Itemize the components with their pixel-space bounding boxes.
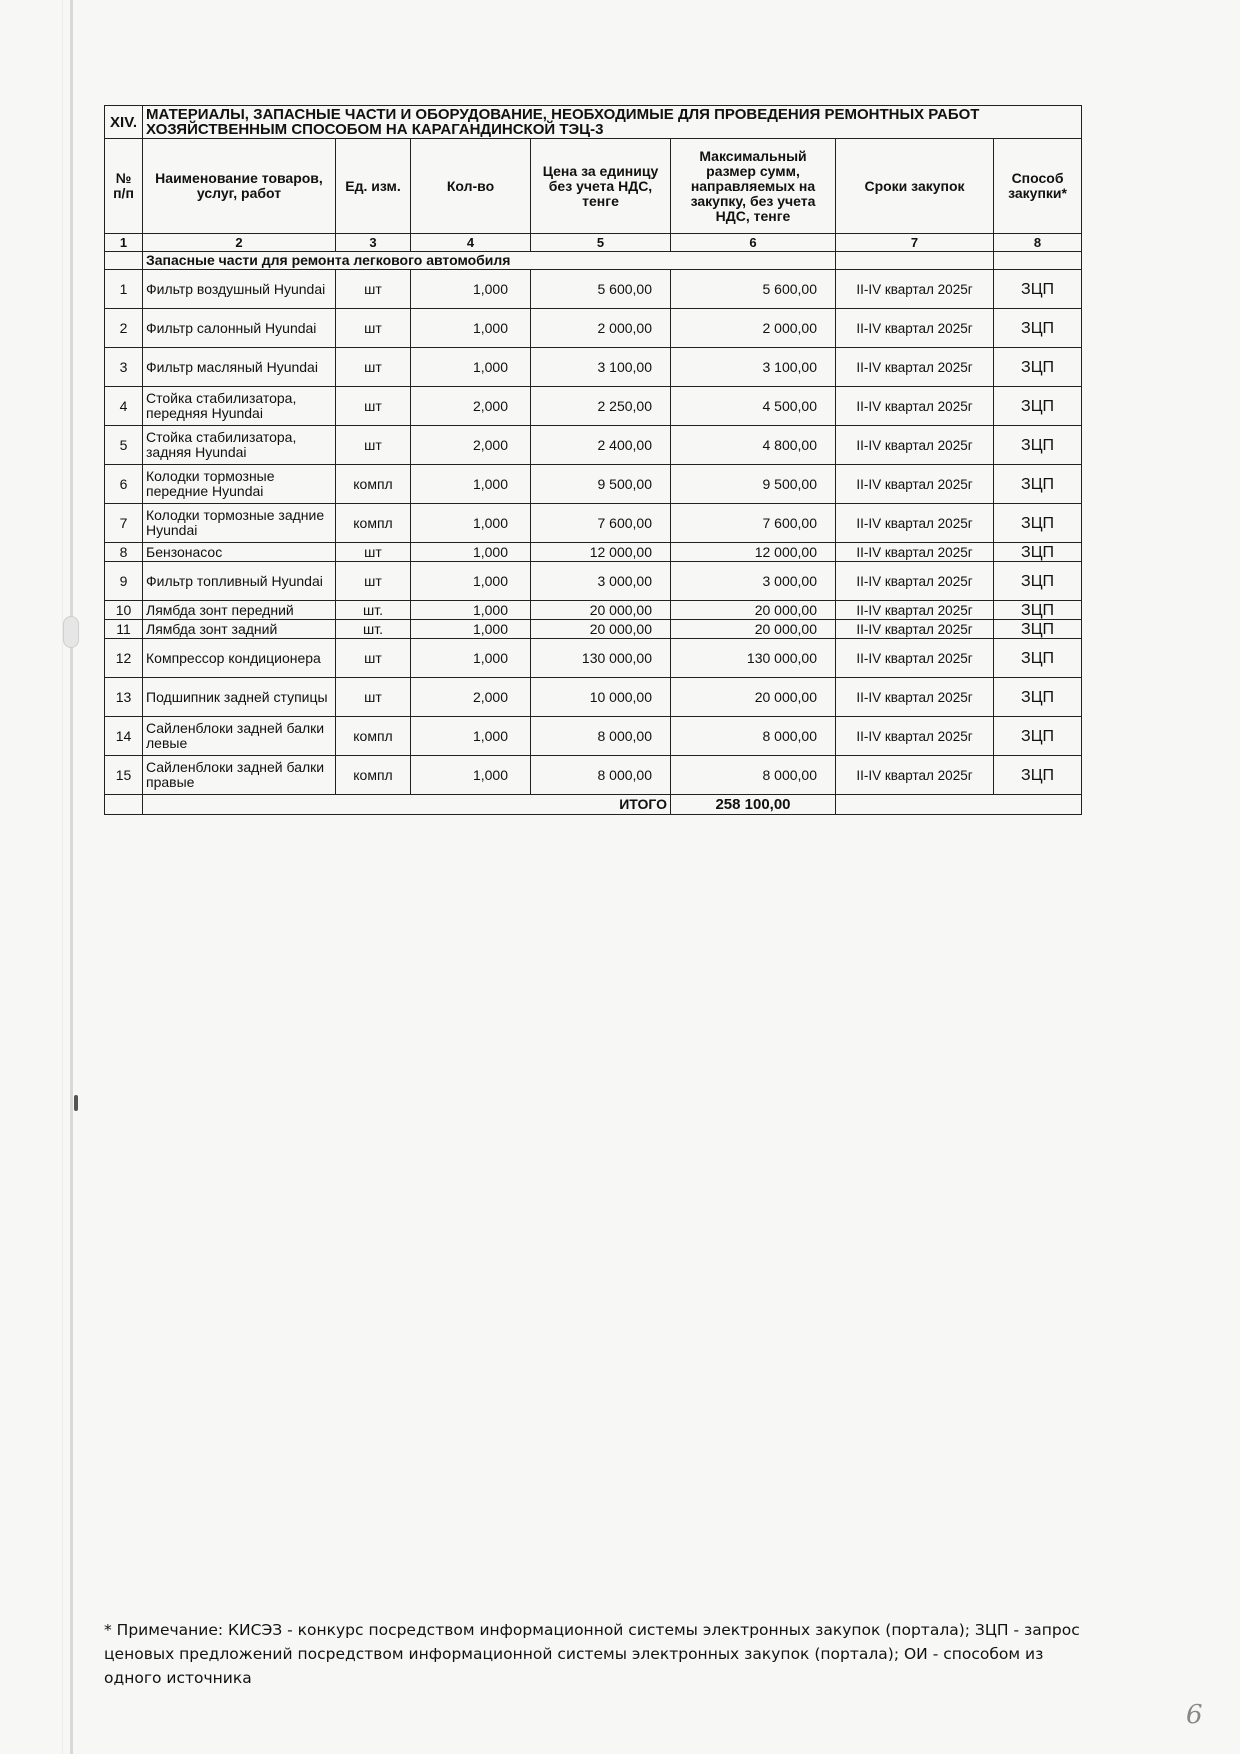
item-quantity: 1,000 — [411, 309, 531, 348]
table-row — [105, 756, 1082, 795]
punch-mark — [74, 1095, 78, 1111]
item-unit: шт — [336, 348, 411, 387]
item-unit: шт — [336, 639, 411, 678]
item-method: ЗЦП — [994, 601, 1082, 620]
punch-hole — [63, 616, 79, 648]
column-number-row — [105, 234, 1082, 252]
item-unit: шт — [336, 426, 411, 465]
table-row — [105, 465, 1082, 504]
row-number: 5 — [105, 426, 143, 465]
table-row — [105, 717, 1082, 756]
item-method: ЗЦП — [994, 543, 1082, 562]
section-header-row — [105, 106, 1082, 139]
item-sum: 20 000,00 — [671, 678, 836, 717]
item-period: II-IV квартал 2025г — [836, 678, 994, 717]
header-unit: Ед. изм. — [336, 139, 411, 234]
item-unit-price: 20 000,00 — [531, 620, 671, 639]
table-row — [105, 620, 1082, 639]
item-sum: 4 800,00 — [671, 426, 836, 465]
table-row — [105, 562, 1082, 601]
item-period: II-IV квартал 2025г — [836, 309, 994, 348]
item-unit-price: 9 500,00 — [531, 465, 671, 504]
item-quantity: 1,000 — [411, 639, 531, 678]
item-unit-price: 10 000,00 — [531, 678, 671, 717]
item-unit: шт — [336, 678, 411, 717]
item-method: ЗЦП — [994, 756, 1082, 795]
item-method: ЗЦП — [994, 270, 1082, 309]
row-number: 9 — [105, 562, 143, 601]
total-row — [105, 795, 1082, 815]
item-quantity: 1,000 — [411, 348, 531, 387]
row-number: 6 — [105, 465, 143, 504]
row-number: 12 — [105, 639, 143, 678]
row-number: 14 — [105, 717, 143, 756]
row-number: 7 — [105, 504, 143, 543]
header-sum: Максимальный размер сумм, направляемых на закупку, без учета НДС, тенге — [671, 139, 836, 234]
item-name: Колодки тормозные задние Hyundai — [143, 504, 336, 543]
item-period: II-IV квартал 2025г — [836, 426, 994, 465]
item-unit: компл — [336, 756, 411, 795]
item-unit-price: 8 000,00 — [531, 717, 671, 756]
row-number: 2 — [105, 309, 143, 348]
item-quantity: 2,000 — [411, 678, 531, 717]
item-unit-price: 8 000,00 — [531, 756, 671, 795]
item-unit: шт — [336, 543, 411, 562]
item-period: II-IV квартал 2025г — [836, 601, 994, 620]
total-label: ИТОГО — [143, 795, 671, 815]
item-name: Фильтр масляный Hyundai — [143, 348, 336, 387]
item-name: Лямбда зонт задний — [143, 620, 336, 639]
item-name: Фильтр салонный Hyundai — [143, 309, 336, 348]
item-sum: 2 000,00 — [671, 309, 836, 348]
row-number: 10 — [105, 601, 143, 620]
item-unit: компл — [336, 717, 411, 756]
column-number: 7 — [836, 234, 994, 252]
item-quantity: 2,000 — [411, 387, 531, 426]
item-quantity: 1,000 — [411, 562, 531, 601]
item-unit: компл — [336, 504, 411, 543]
item-sum: 20 000,00 — [671, 601, 836, 620]
table-row — [105, 678, 1082, 717]
item-unit: шт — [336, 309, 411, 348]
column-number: 8 — [994, 234, 1082, 252]
item-unit-price: 3 100,00 — [531, 348, 671, 387]
item-quantity: 2,000 — [411, 426, 531, 465]
item-name: Стойка стабилизатора, задняя Hyundai — [143, 426, 336, 465]
item-period: II-IV квартал 2025г — [836, 348, 994, 387]
group-row — [105, 252, 1082, 270]
row-number: 4 — [105, 387, 143, 426]
item-quantity: 1,000 — [411, 465, 531, 504]
header-method: Способ закупки* — [994, 139, 1082, 234]
group-empty-cell — [836, 252, 994, 270]
item-unit-price: 2 000,00 — [531, 309, 671, 348]
column-number: 6 — [671, 234, 836, 252]
table-row — [105, 543, 1082, 562]
item-quantity: 1,000 — [411, 504, 531, 543]
column-header-row — [105, 139, 1082, 234]
item-sum: 8 000,00 — [671, 756, 836, 795]
item-sum: 3 100,00 — [671, 348, 836, 387]
item-sum: 12 000,00 — [671, 543, 836, 562]
header-period: Сроки закупок — [836, 139, 994, 234]
item-name: Сайленблоки задней балки левые — [143, 717, 336, 756]
item-method: ЗЦП — [994, 504, 1082, 543]
row-number: 13 — [105, 678, 143, 717]
group-label: Запасные части для ремонта легкового автомобиля — [143, 252, 836, 270]
table-row — [105, 309, 1082, 348]
table-row — [105, 270, 1082, 309]
item-quantity: 1,000 — [411, 717, 531, 756]
section-number: XIV. — [105, 106, 143, 139]
item-quantity: 1,000 — [411, 601, 531, 620]
item-method: ЗЦП — [994, 562, 1082, 601]
total-value: 258 100,00 — [671, 795, 836, 815]
item-sum: 3 000,00 — [671, 562, 836, 601]
item-quantity: 1,000 — [411, 620, 531, 639]
header-no: № п/п — [105, 139, 143, 234]
table-row — [105, 348, 1082, 387]
item-unit-price: 2 400,00 — [531, 426, 671, 465]
item-sum: 20 000,00 — [671, 620, 836, 639]
item-period: II-IV квартал 2025г — [836, 543, 994, 562]
table-row — [105, 387, 1082, 426]
item-quantity: 1,000 — [411, 543, 531, 562]
header-name: Наименование товаров, услуг, работ — [143, 139, 336, 234]
item-unit-price: 130 000,00 — [531, 639, 671, 678]
item-unit: шт — [336, 387, 411, 426]
item-unit-price: 7 600,00 — [531, 504, 671, 543]
row-number: 15 — [105, 756, 143, 795]
row-number: 1 — [105, 270, 143, 309]
item-method: ЗЦП — [994, 465, 1082, 504]
page-edge-shadow — [62, 0, 63, 1754]
page-number: 6 — [1186, 1700, 1203, 1730]
item-method: ЗЦП — [994, 620, 1082, 639]
item-name: Колодки тормозные передние Hyundai — [143, 465, 336, 504]
item-name: Подшипник задней ступицы — [143, 678, 336, 717]
column-number: 2 — [143, 234, 336, 252]
item-unit: шт — [336, 270, 411, 309]
row-number: 11 — [105, 620, 143, 639]
item-unit-price: 3 000,00 — [531, 562, 671, 601]
group-empty-cell — [994, 252, 1082, 270]
item-period: II-IV квартал 2025г — [836, 387, 994, 426]
header-price: Цена за единицу без учета НДС, тенге — [531, 139, 671, 234]
item-unit: шт — [336, 562, 411, 601]
item-sum: 7 600,00 — [671, 504, 836, 543]
header-qty: Кол-во — [411, 139, 531, 234]
row-number: 3 — [105, 348, 143, 387]
footnote: * Примечание: КИСЭЗ - конкурс посредством информационной системы электронных закупок (портала); ЗЦП - запрос ценовых предложений посредством информационной системы электронных закупок (портала); ОИ - способом из одного источника — [104, 1621, 1080, 1687]
item-unit-price: 2 250,00 — [531, 387, 671, 426]
procurement-table — [104, 105, 1082, 815]
table-row — [105, 426, 1082, 465]
item-sum: 4 500,00 — [671, 387, 836, 426]
table-row — [105, 504, 1082, 543]
table-row — [105, 601, 1082, 620]
item-quantity: 1,000 — [411, 756, 531, 795]
total-empty-cell — [105, 795, 143, 815]
item-unit-price: 20 000,00 — [531, 601, 671, 620]
item-sum: 8 000,00 — [671, 717, 836, 756]
item-name: Лямбда зонт передний — [143, 601, 336, 620]
item-unit: шт. — [336, 620, 411, 639]
item-name: Бензонасос — [143, 543, 336, 562]
item-method: ЗЦП — [994, 639, 1082, 678]
item-name: Стойка стабилизатора, передняя Hyundai — [143, 387, 336, 426]
item-period: II-IV квартал 2025г — [836, 562, 994, 601]
item-method: ЗЦП — [994, 678, 1082, 717]
column-number: 4 — [411, 234, 531, 252]
binding-edge — [70, 0, 73, 1754]
item-unit-price: 5 600,00 — [531, 270, 671, 309]
item-sum: 9 500,00 — [671, 465, 836, 504]
item-method: ЗЦП — [994, 426, 1082, 465]
column-number: 5 — [531, 234, 671, 252]
item-period: II-IV квартал 2025г — [836, 465, 994, 504]
item-period: II-IV квартал 2025г — [836, 620, 994, 639]
column-number: 1 — [105, 234, 143, 252]
item-name: Компрессор кондиционера — [143, 639, 336, 678]
item-method: ЗЦП — [994, 348, 1082, 387]
item-name: Фильтр топливный Hyundai — [143, 562, 336, 601]
item-unit-price: 12 000,00 — [531, 543, 671, 562]
section-title: МАТЕРИАЛЫ, ЗАПАСНЫЕ ЧАСТИ И ОБОРУДОВАНИЕ, НЕОБХОДИМЫЕ ДЛЯ ПРОВЕДЕНИЯ РЕМОНТНЫХ РАБОТ ХОЗЯЙСТВЕННЫМ СПОСОБОМ НА КАРАГАНДИНСКОЙ ТЭЦ-3 — [143, 106, 1082, 139]
item-period: II-IV квартал 2025г — [836, 270, 994, 309]
item-name: Сайленблоки задней балки правые — [143, 756, 336, 795]
item-quantity: 1,000 — [411, 270, 531, 309]
item-method: ЗЦП — [994, 717, 1082, 756]
item-name: Фильтр воздушный Hyundai — [143, 270, 336, 309]
item-method: ЗЦП — [994, 387, 1082, 426]
item-method: ЗЦП — [994, 309, 1082, 348]
total-empty-cell — [836, 795, 1082, 815]
group-empty-cell — [105, 252, 143, 270]
column-number: 3 — [336, 234, 411, 252]
item-unit: шт. — [336, 601, 411, 620]
item-period: II-IV квартал 2025г — [836, 717, 994, 756]
table-row — [105, 639, 1082, 678]
item-period: II-IV квартал 2025г — [836, 756, 994, 795]
item-unit: компл — [336, 465, 411, 504]
item-period: II-IV квартал 2025г — [836, 504, 994, 543]
row-number: 8 — [105, 543, 143, 562]
item-sum: 5 600,00 — [671, 270, 836, 309]
item-sum: 130 000,00 — [671, 639, 836, 678]
item-period: II-IV квартал 2025г — [836, 639, 994, 678]
